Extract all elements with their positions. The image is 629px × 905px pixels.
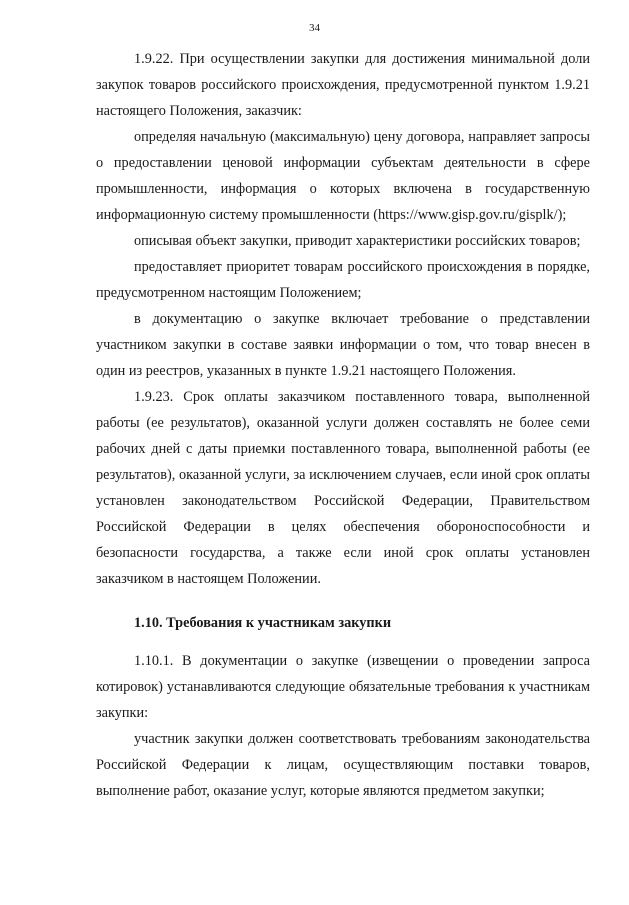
paragraph-documentation-requirement: в документацию о закупке включает требование о представлении участником закупки в составе заявки информации о том, что товар внесен в один из реестров, указанных в пункте 1.9.21 настоящего Положения. [96,311,590,379]
paragraph-participant-requirements: участник закупки должен соответствовать требованиям законодательства Российской Федерации к лицам, осуществляющим поставки товаров, выполнение работ, оказание услуг, которые являются предметом закупки; [96,731,590,799]
paragraph-price-requests: определяя начальную (максимальную) цену договора, направляет запросы о предоставлении ценовой информации субъектам деятельности в сфере промышленности, информация о которых включена в государственную информационную систему промышленности (https://www.gisp.gov.ru/gisplk/); [96,129,590,223]
section-heading: 1.10. Требования к участникам закупки [134,615,392,631]
paragraph-1-10-1: 1.10.1. В документации о закупке (извещении о проведении запроса котировок) устанавливаются следующие обязательные требования к участникам закупки: [96,653,590,721]
page-number: 34 [309,22,320,34]
paragraph-object-description: описывая объект закупки, приводит характеристики российских товаров; [134,233,581,249]
paragraph-1-9-22: 1.9.22. При осуществлении закупки для достижения минимальной доли закупок товаров российского происхождения, предусмотренной пунктом 1.9.21 настоящего Положения, заказчик: [96,51,590,119]
paragraph-priority: предоставляет приоритет товарам российского происхождения в порядке, предусмотренном настоящим Положением; [96,259,590,301]
document-body [96,46,590,804]
paragraph-1-9-23: 1.9.23. Срок оплаты заказчиком поставленного товара, выполненной работы (ее результатов), оказанной услуги должен составлять не более семи рабочих дней с даты приемки поставленного товара, выполненной работы (ее результатов), оказанной услуги, за исключением случаев, если иной срок оплаты установлен законодательством Российской Федерации, Правительством Российской Федерации в целях обеспечения обороноспособности и безопасности государства, а также если иной срок оплаты установлен заказчиком в настоящем Положении. [96,389,590,587]
